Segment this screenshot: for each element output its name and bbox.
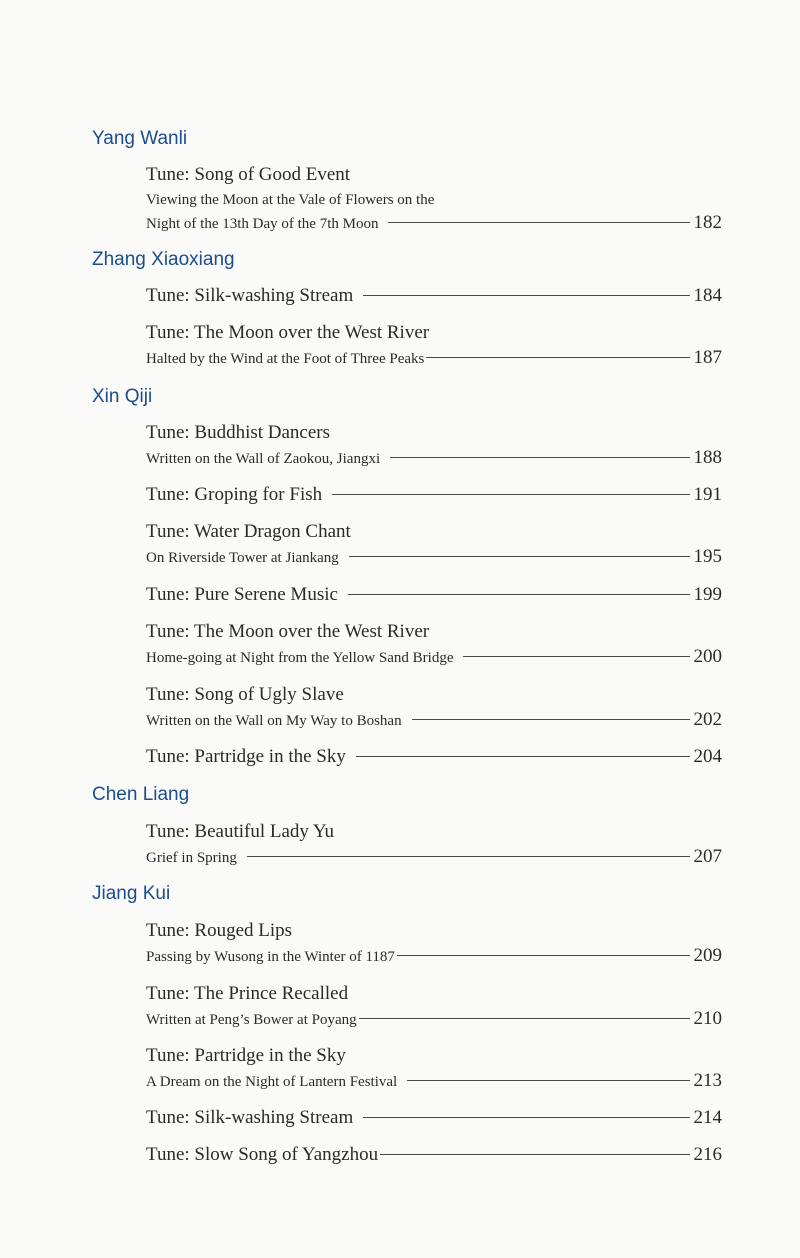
tune-title: Tune: Pure Serene Music — [146, 584, 338, 605]
poem-subtitle: Halted by the Wind at the Foot of Three Peaks — [146, 351, 425, 367]
toc-entry[interactable] — [146, 620, 722, 668]
dot-leader — [412, 719, 690, 720]
poem-subtitle: Passing by Wusong in the Winter of 1187 — [146, 949, 395, 965]
toc-entry[interactable] — [146, 982, 722, 1030]
poem-subtitle: A Dream on the Night of Lantern Festival — [146, 1074, 398, 1090]
tune-title: Tune: The Moon over the West River — [146, 621, 430, 642]
dot-leader — [380, 1154, 689, 1155]
tune-title: Tune: The Moon over the West River — [146, 322, 430, 343]
page-number: 199 — [693, 584, 722, 605]
poet-heading: Zhang Xiaoxiang — [92, 249, 235, 270]
tune-title: Tune: Song of Ugly Slave — [146, 684, 344, 705]
toc-entry[interactable] — [146, 919, 722, 967]
page-number: 209 — [693, 945, 722, 966]
dot-leader — [390, 457, 689, 458]
poet-heading: Jiang Kui — [92, 883, 171, 904]
tune-title: Tune: Buddhist Dancers — [146, 422, 331, 443]
toc-entry[interactable] — [146, 1143, 722, 1167]
dot-leader — [388, 222, 689, 223]
poem-subtitle: Home-going at Night from the Yellow Sand Bridge — [146, 650, 454, 666]
dot-leader — [247, 856, 690, 857]
toc-entry[interactable] — [146, 284, 722, 308]
toc-entry[interactable] — [146, 820, 722, 868]
tune-title: Tune: Water Dragon Chant — [146, 521, 351, 542]
toc-entry[interactable] — [146, 483, 722, 507]
dot-leader — [359, 1018, 690, 1019]
poem-subtitle: Viewing the Moon at the Vale of Flowers on the — [146, 192, 435, 208]
page-number: 216 — [693, 1144, 722, 1165]
dot-leader — [397, 955, 690, 956]
toc-entry[interactable] — [146, 421, 722, 469]
tune-title: Tune: Partridge in the Sky — [146, 746, 346, 767]
poem-subtitle: Written on the Wall on My Way to Boshan — [146, 713, 402, 729]
poem-subtitle: On Riverside Tower at Jiankang — [146, 550, 339, 566]
poet-heading: Yang Wanli — [92, 128, 188, 149]
poem-subtitle: Written on the Wall of Zaokou, Jiangxi — [146, 451, 381, 467]
tune-title: Tune: Rouged Lips — [146, 920, 293, 941]
poem-subtitle: Written at Peng’s Bower at Poyang — [146, 1012, 357, 1028]
toc-entry[interactable] — [146, 321, 722, 369]
page-number: 204 — [693, 746, 722, 767]
tune-title: Tune: Song of Good Event — [146, 164, 351, 185]
page-number: 214 — [693, 1107, 722, 1128]
page-number: 195 — [693, 546, 722, 567]
toc-entry[interactable] — [146, 1044, 722, 1092]
toc-entry[interactable] — [146, 583, 722, 607]
dot-leader — [426, 357, 689, 358]
page-number: 213 — [693, 1070, 722, 1091]
page-number: 188 — [693, 447, 722, 468]
tune-title: Tune: Partridge in the Sky — [146, 1045, 346, 1066]
page-number: 184 — [693, 285, 722, 306]
dot-leader — [363, 1117, 689, 1118]
tune-title: Tune: The Prince Recalled — [146, 983, 349, 1004]
page-number: 182 — [693, 212, 722, 233]
toc-entry[interactable] — [146, 1106, 722, 1130]
page-number: 200 — [693, 646, 722, 667]
poem-subtitle: Grief in Spring — [146, 850, 237, 866]
page-number: 210 — [693, 1008, 722, 1029]
toc-entry[interactable] — [146, 745, 722, 769]
tune-title: Tune: Silk-washing Stream — [146, 1107, 354, 1128]
toc-entry[interactable] — [146, 163, 722, 234]
page-number: 191 — [693, 484, 722, 505]
page-number: 187 — [693, 347, 722, 368]
page-number: 202 — [693, 709, 722, 730]
dot-leader — [348, 594, 690, 595]
dot-leader — [332, 494, 689, 495]
dot-leader — [349, 556, 690, 557]
poet-heading: Chen Liang — [92, 784, 190, 805]
toc-entry[interactable] — [146, 683, 722, 731]
page-number: 207 — [693, 846, 722, 867]
dot-leader — [407, 1080, 689, 1081]
dot-leader — [363, 295, 689, 296]
poem-subtitle: Night of the 13th Day of the 7th Moon — [146, 216, 379, 232]
poet-heading: Xin Qiji — [92, 386, 153, 407]
dot-leader — [463, 656, 689, 657]
tune-title: Tune: Groping for Fish — [146, 484, 323, 505]
toc-entry[interactable] — [146, 520, 722, 568]
tune-title: Tune: Silk-washing Stream — [146, 285, 354, 306]
tune-title: Tune: Slow Song of Yangzhou — [146, 1144, 379, 1165]
dot-leader — [356, 756, 690, 757]
tune-title: Tune: Beautiful Lady Yu — [146, 821, 335, 842]
